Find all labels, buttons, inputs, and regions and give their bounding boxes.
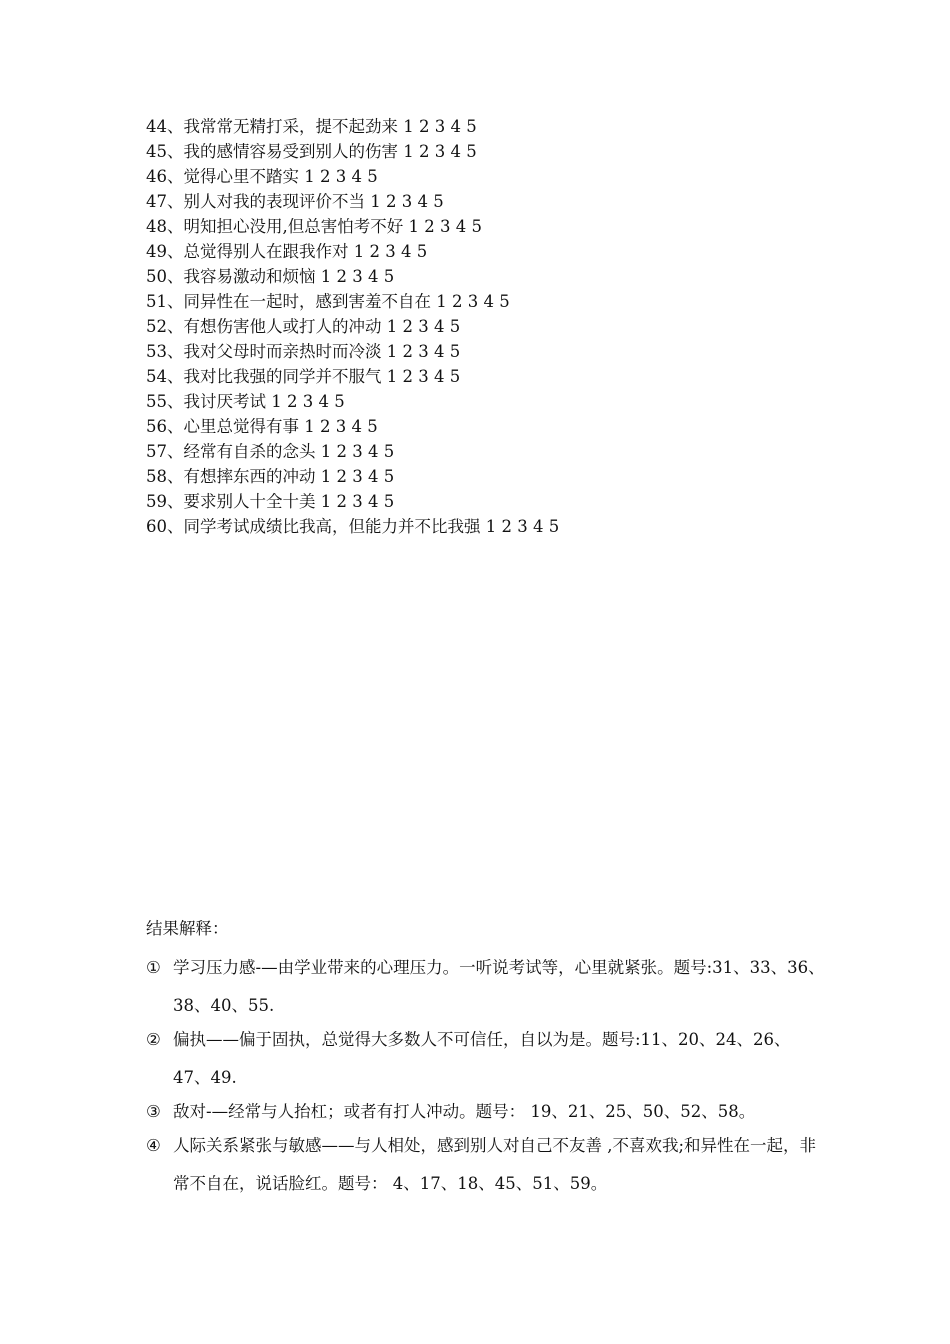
result-text: 偏执——偏于固执，总觉得大多数人不可信任，自以为是。题号:11、20、24、26、47、49. bbox=[173, 1030, 791, 1087]
question-item-57: 57、经常有自杀的念头 1 2 3 4 5 bbox=[146, 442, 395, 461]
question-item-49: 49、总觉得别人在跟我作对 1 2 3 4 5 bbox=[146, 242, 428, 261]
result-item bbox=[146, 949, 826, 1025]
question-list bbox=[146, 114, 866, 539]
results-section bbox=[146, 916, 826, 1203]
question-item-45: 45、我的感情容易受到别人的伤害 1 2 3 4 5 bbox=[146, 142, 477, 161]
question-item-51: 51、同异性在一起时，感到害羞不自在 1 2 3 4 5 bbox=[146, 292, 510, 311]
question-item-48: 48、明知担心没用,但总害怕考不好 1 2 3 4 5 bbox=[146, 217, 482, 236]
result-marker: ① bbox=[146, 958, 161, 977]
result-marker: ③ bbox=[146, 1102, 161, 1121]
question-item-55: 55、我讨厌考试 1 2 3 4 5 bbox=[146, 392, 345, 411]
question-item-52: 52、有想伤害他人或打人的冲动 1 2 3 4 5 bbox=[146, 317, 461, 336]
question-item-54: 54、我对比我强的同学并不服气 1 2 3 4 5 bbox=[146, 367, 461, 386]
result-marker: ④ bbox=[146, 1136, 161, 1155]
question-item-47: 47、别人对我的表现评价不当 1 2 3 4 5 bbox=[146, 192, 444, 211]
question-item-59: 59、要求别人十全十美 1 2 3 4 5 bbox=[146, 492, 395, 511]
question-item-46: 46、觉得心里不踏实 1 2 3 4 5 bbox=[146, 167, 378, 186]
result-item bbox=[146, 1021, 826, 1097]
question-item-50: 50、我容易激动和烦恼 1 2 3 4 5 bbox=[146, 267, 395, 286]
result-text: 敌对-—经常与人抬杠；或者有打人冲动。题号： 19、21、25、50、52、58。 bbox=[173, 1102, 756, 1121]
result-item bbox=[146, 1093, 826, 1131]
result-marker: ② bbox=[146, 1030, 161, 1049]
question-item-44: 44、我常常无精打采，提不起劲来 1 2 3 4 5 bbox=[146, 117, 477, 136]
results-title: 结果解释： bbox=[146, 919, 229, 938]
question-item-58: 58、有想摔东西的冲动 1 2 3 4 5 bbox=[146, 467, 395, 486]
question-item-60: 60、同学考试成绩比我高，但能力并不比我强 1 2 3 4 5 bbox=[146, 517, 560, 536]
result-item bbox=[146, 1127, 826, 1203]
result-text: 学习压力感-—由学业带来的心理压力。一听说考试等，心里就紧张。题号:31、33、36、38、40、55. bbox=[173, 958, 825, 1015]
question-item-53: 53、我对父母时而亲热时而冷淡 1 2 3 4 5 bbox=[146, 342, 461, 361]
result-text: 人际关系紧张与敏感——与人相处，感到别人对自己不友善 ,不喜欢我;和异性在一起，非常不自在，说话脸红。题号： 4、17、18、45、51、59。 bbox=[173, 1136, 817, 1193]
question-item-56: 56、心里总觉得有事 1 2 3 4 5 bbox=[146, 417, 378, 436]
